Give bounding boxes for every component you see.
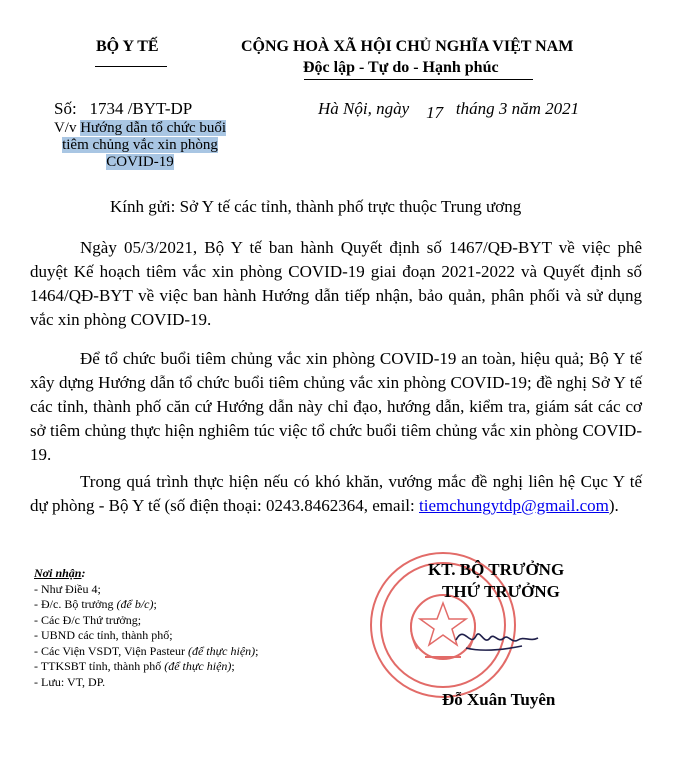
email-link[interactable]: tiemchungytdp@gmail.com: [419, 496, 609, 515]
recipient-item: - Các Viện VSDT, Viện Pasteur (để thực hiện);: [34, 643, 259, 658]
subject-prefix: V/v: [53, 120, 81, 136]
addressee: Kính gửi: Sở Y tế các tỉnh, thành phố trực thuộc Trung ương: [110, 197, 522, 216]
agency-underline: [95, 66, 167, 67]
recipients-title: Nơi nhận:: [34, 566, 86, 580]
recipients-list: [34, 566, 259, 690]
paragraph-3-text: Trong quá trình thực hiện nếu có khó khăn, vướng mắc đề nghị liên hệ Cục Y tế dự phòng - Bộ Y tế (số điện thoại: 0243.8462364, email:: [30, 472, 642, 515]
recipient-item: - Như Điều 4;: [34, 581, 101, 596]
date-day: 17: [426, 103, 444, 122]
paragraph-1: Ngày 05/3/2021, Bộ Y tế ban hành Quyết định số 1467/QĐ-BYT về việc phê duyệt Kế hoạch tiêm vắc xin phòng COVID-19 giai đoạn 2021-2022 và Quyết định số 1464/QĐ-BYT về việc ban hành Hướng dẫn tiếp nhận, bảo quản, phân phối và sử dụng vắc xin phòng COVID-19.: [30, 238, 642, 329]
signature-title-1: KT. BỘ TRƯỞNG: [428, 560, 565, 579]
paragraph-3: [30, 470, 642, 518]
recipient-item: - TTKSBT tỉnh, thành phố (để thực hiện);: [34, 659, 235, 673]
paragraph-2: Để tổ chức buổi tiêm chủng vắc xin phòng COVID-19 an toàn, hiệu quả; Bộ Y tế xây dựng Hướng dẫn tổ chức buổi tiêm chủng vắc xin phòng COVID-19; đề nghị Sở Y tế các tỉnh, thành phố căn cứ Hướng dẫn này chỉ đạo, hướng dẫn, kiểm tra, giám sát các cơ sở tiêm chủng thực hiện nghiêm túc việc tổ chức buổi tiêm chủng vắc xin phòng COVID-19.: [30, 349, 642, 464]
number-value: 1734 /BYT-DP: [89, 99, 193, 118]
signer-name: Đỗ Xuân Tuyên: [442, 690, 556, 709]
recipient-item: - UBND các tỉnh, thành phố;: [34, 628, 173, 642]
subject-line-3: COVID-19: [106, 154, 174, 170]
date-rest: tháng 3 năm 2021: [455, 99, 580, 118]
subject-block: [35, 120, 245, 171]
recipient-item: - Các Đ/c Thứ trưởng;: [34, 612, 142, 627]
national-motto: Độc lập - Tự do - Hạnh phúc: [303, 59, 499, 76]
handwritten-signature: [452, 618, 542, 664]
place-date: [318, 99, 580, 122]
document-number: [54, 99, 192, 119]
motto-underline: [304, 79, 533, 80]
email-suffix: ).: [608, 496, 619, 515]
signature-title-2: THỨ TRƯỞNG: [442, 582, 560, 601]
agency-name: BỘ Y TẾ: [96, 38, 159, 55]
recipient-item: - Đ/c. Bộ trưởng (để b/c);: [34, 597, 157, 611]
subject-line-2: tiêm chủng vắc xin phòng: [62, 137, 218, 153]
country-name: CỘNG HOÀ XÃ HỘI CHỦ NGHĨA VIỆT NAM: [241, 38, 574, 55]
recipient-item: - Lưu: VT, DP.: [34, 674, 106, 689]
place-date-prefix: Hà Nội, ngày: [318, 99, 410, 118]
subject-line-1: Hướng dẫn tổ chức buổi: [80, 120, 227, 136]
number-label: Số:: [54, 99, 77, 118]
